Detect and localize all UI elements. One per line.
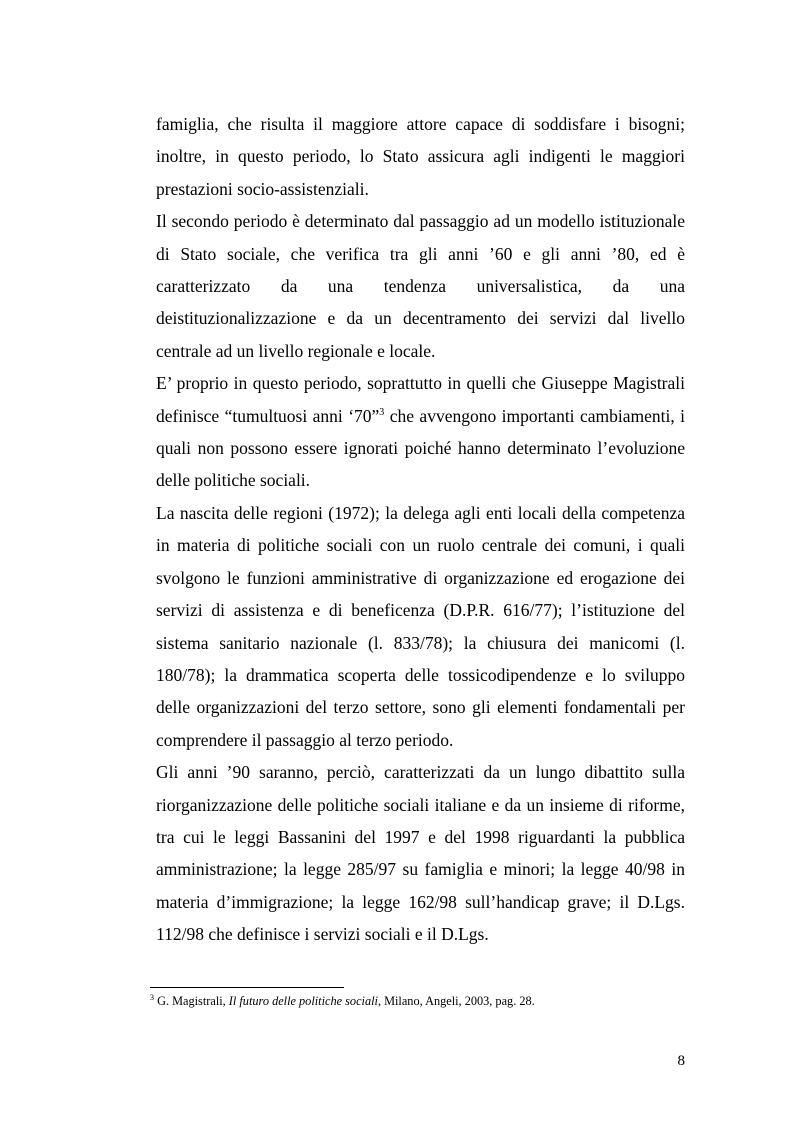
- paragraph-3-text-after: che avvengono importanti cambiamenti, i quali non possono essere ignorati poiché hanno determinato l’evoluzione delle politiche sociali.: [156, 405, 685, 491]
- body-text: [156, 108, 685, 951]
- footnote-reference[interactable]: 3: [379, 406, 385, 418]
- paragraph-3: [156, 367, 685, 497]
- footnote-divider: [150, 987, 344, 988]
- paragraph-2: Il secondo periodo è determinato dal passaggio ad un modello istituzionale di Stato sociale, che verifica tra gli anni ’60 e gli anni ’80, ed è caratterizzato da una tendenza universalistica, da una deistituzionalizzazione e da un decentramento dei servizi dal livello centrale ad un livello regionale e locale.: [156, 211, 685, 361]
- footnote-publication-info: , Milano, Angeli, 2003, pag. 28.: [377, 994, 535, 1008]
- page-number: 8: [677, 1053, 685, 1069]
- paragraph-4: La nascita delle regioni (1972); la delega agli enti locali della competenza in materia di politiche sociali con un ruolo centrale dei comuni, i quali svolgono le funzioni amministrative di organizzazione ed erogazione dei servizi di assistenza e di beneficenza (D.P.R. 616/77); l’istituzione del sistema sanitario nazionale (l. 833/78); la chiusura dei manicomi (l. 180/78); la drammatica scoperta delle tossicodipendenze e lo sviluppo delle organizzazioni del terzo settore, sono gli elementi fondamentali per comprendere il passaggio al terzo periodo.: [156, 502, 685, 750]
- footnote-book-title: Il futuro delle politiche sociali: [228, 994, 378, 1008]
- paragraph-3-text-before: E’ proprio in questo periodo, soprattutto in quelli che Giuseppe Magistrali definisce “tumultuosi anni ‘70”: [156, 373, 685, 426]
- footnote-number: 3: [150, 993, 154, 1002]
- footnote-author: G. Magistrali,: [154, 994, 229, 1008]
- paragraph-5: Gli anni ’90 saranno, perciò, caratterizzati da un lungo dibattito sulla riorganizzazione delle politiche sociali italiane e da un insieme di riforme, tra cui le leggi Bassanini del 1997 e del 1998 riguardanti la pubblica amministrazione; la legge 285/97 su famiglia e minori; la legge 40/98 in materia d’immigrazione; la legge 162/98 sull’handicap grave; il D.Lgs. 112/98 che definisce i servizi sociali e il D.Lgs.: [156, 762, 685, 945]
- paragraph-1: famiglia, che risulta il maggiore attore capace di soddisfare i bisogni; inoltre, in questo periodo, lo Stato assicura agli indigenti le maggiori prestazioni socio-assistenziali.: [156, 114, 685, 199]
- footnote: [150, 993, 690, 1009]
